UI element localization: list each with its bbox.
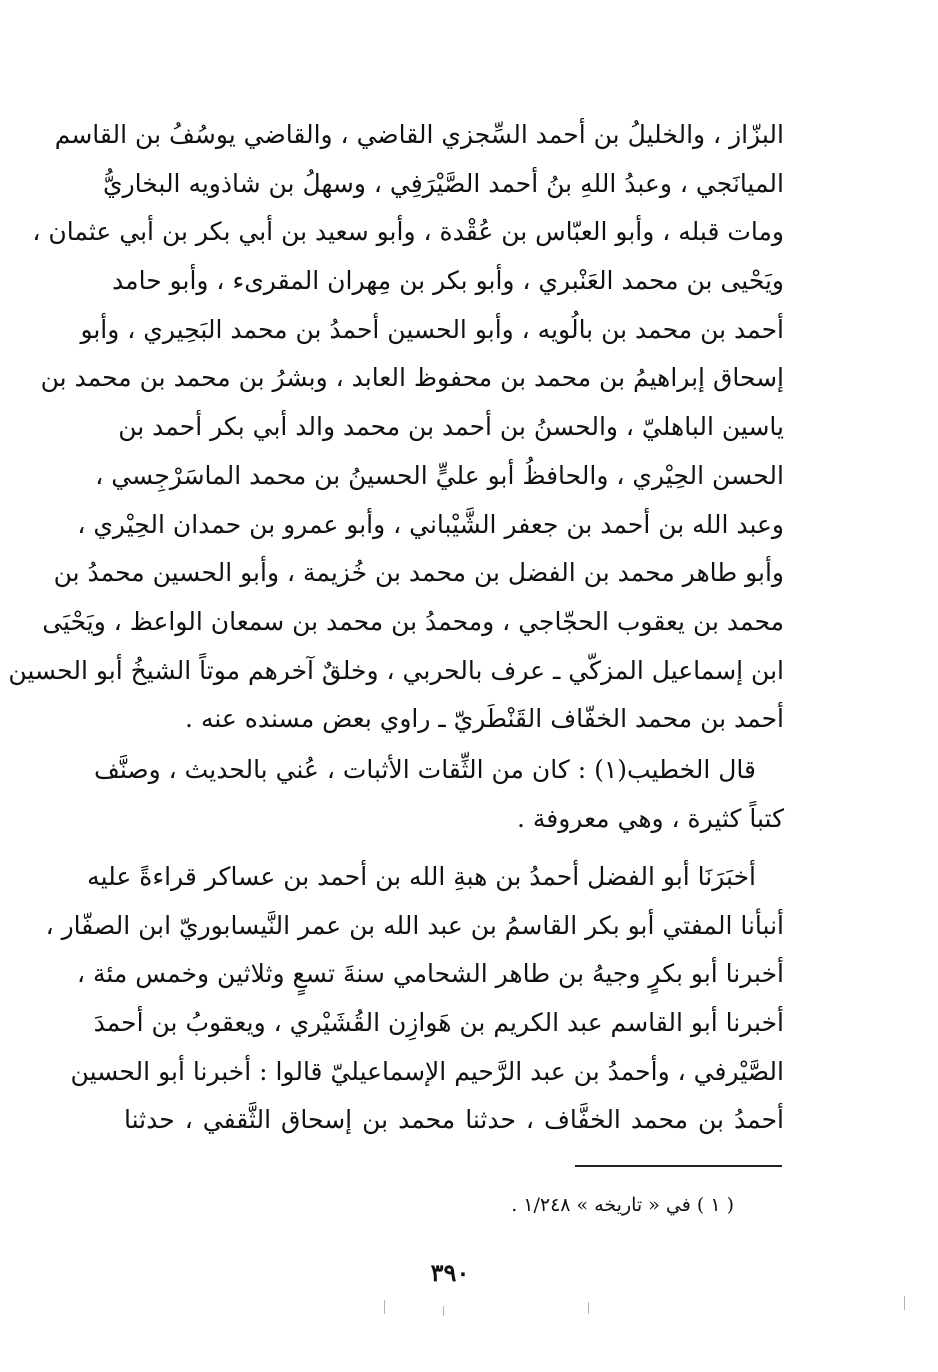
text-line: ومات قبله ، وأبو العبّاس بن عُقْدة ، وأبو سعيد بن أبي بكر بن أبي عثمان ، <box>32 217 784 247</box>
text-line: ويَحْيى بن محمد العَنْبري ، وأبو بكر بن مِهران المقرىء ، وأبو حامد <box>112 266 784 296</box>
scan-speck <box>588 1302 589 1314</box>
text-line: ابن إسماعيل المزكّي ـ عرف بالحربي ، وخلقٌ آخرهم موتاً الشيخُ أبو الحسين <box>8 655 784 685</box>
text-line: قال الخطيب(١) : كان من الثِّقات الأثبات ، عُني بالحديث ، وصنَّف <box>94 755 756 784</box>
text-line: أخبرنا أبو بكرٍ وجيهُ بن طاهر الشحامي سنةَ تسعٍ وثلاثين وخمس مئة ، <box>76 959 784 989</box>
text-line: وأبو طاهر محمد بن الفضل بن محمد بن خُزيمة ، وأبو الحسين محمدُ بن <box>53 558 784 588</box>
text-line: الحسن الحِيْري ، والحافظُ أبو عليٍّ الحسينُ بن محمد الماسَرْجِسي ، <box>95 460 784 490</box>
text-line: الصَّيْرفي ، وأحمدُ بن عبد الرَّحيم الإسماعيليّ قالوا : أخبرنا أبو الحسين <box>70 1056 784 1086</box>
page-number: ٣٩٠ <box>430 1258 470 1287</box>
text-line: أنبأنا المفتي أبو بكر القاسمُ بن عبد الله بن عمر النَّيسابوريّ ابن الصفّار ، <box>45 910 784 940</box>
isnad-paragraph <box>45 853 784 1145</box>
text-line: كتباً كثيرة ، وهي معروفة . <box>516 803 784 833</box>
text-line: محمد بن يعقوب الحجّاجي ، ومحمدُ بن محمد بن سمعان الواعظ ، ويَحْيَى <box>42 606 784 636</box>
scan-speck <box>384 1300 385 1314</box>
scan-speck <box>904 1296 905 1310</box>
text-line: وعبد الله بن أحمد بن جعفر الشَّيْباني ، وأبو عمرو بن حمدان الحِيْري ، <box>77 509 784 539</box>
text-line: أخبرنا أبو القاسم عبد الكريم بن هَوازِن القُشَيْري ، ويعقوبُ بن أحمدَ <box>93 1008 784 1038</box>
text-line: ياسين الباهليّ ، والحسنُ بن أحمد بن محمد والد أبي بكر أحمد بن <box>118 412 784 442</box>
footnote-divider <box>575 1165 782 1167</box>
khatib-quote-paragraph <box>94 746 784 843</box>
text-line: أخبَرَنَا أبو الفضل أحمدُ بن هبةِ الله بن أحمد بن عساكر قراءةً عليه <box>87 862 756 891</box>
text-line: أحمدُ بن محمد الخفَّاف ، حدثنا محمد بن إسحاق الثَّقفي ، حدثنا <box>124 1105 784 1135</box>
text-line: البزّاز ، والخليلُ بن أحمد السِّجزي القاضي ، والقاضي يوسُفُ بن القاسم <box>54 120 784 149</box>
text-line: أحمد بن محمد بن بالُويه ، وأبو الحسين أحمدُ بن محمد البَحِيري ، وأبو <box>80 314 784 344</box>
text-line: إسحاق إبراهيمُ بن محمد بن محفوظ العابد ، وبشرُ بن محمد بن محمد بن <box>40 363 784 393</box>
main-paragraph <box>8 111 784 744</box>
text-line: الميانَجي ، وعبدُ اللهِ بنُ أحمد الصَّيْرَفِي ، وسهلُ بن شاذويه البخاريُّ <box>103 168 784 198</box>
text-line: أحمد بن محمد الخفّاف القَنْطَريّ ـ راوي بعض مسنده عنه . <box>185 704 784 734</box>
scan-speck <box>443 1306 444 1316</box>
footnote: ( ١ ) في « تاريخه » ١/٢٤٨ . <box>511 1194 734 1216</box>
